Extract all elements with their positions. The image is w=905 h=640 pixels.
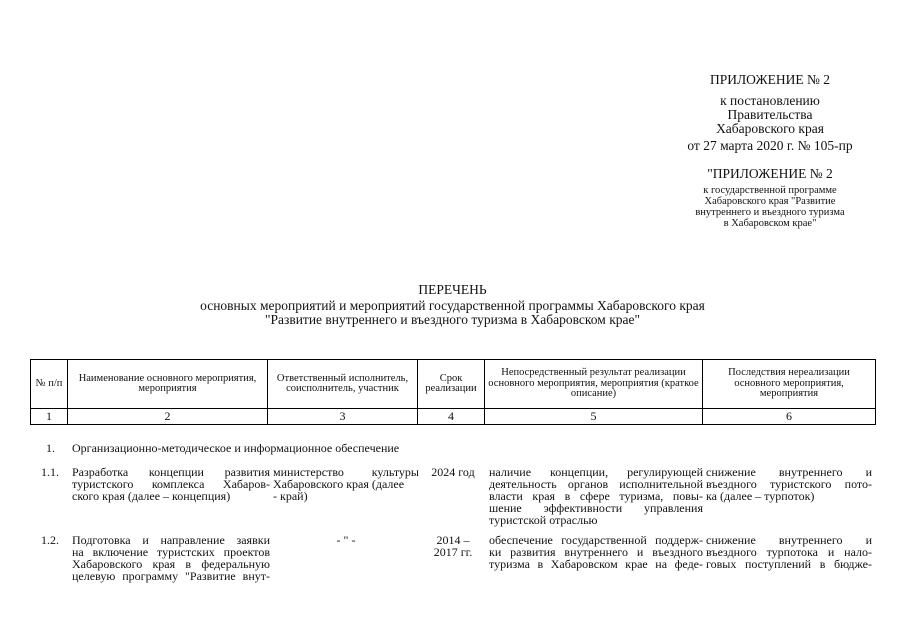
row-number: 1.1. — [41, 465, 59, 479]
appendix-line: Хабаровского края — [716, 121, 824, 136]
appendix-line: Правительства — [727, 107, 813, 122]
row-number: 1.2. — [41, 533, 59, 547]
row-executor-line: Хабаровского края (далее — [273, 477, 405, 491]
header-result: Непосредственный результат реализации основного мероприятия, мероприятия (краткое описание) — [485, 360, 703, 409]
row-term — [422, 534, 484, 558]
column-number: 6 — [703, 409, 876, 425]
row-result-line: туристской отраслью — [489, 513, 598, 527]
document-subtitle: основных мероприятий и мероприятий государственной программы Хабаровского края — [200, 298, 705, 313]
header-consequence: Последствия нереализации основного мероприятия, мероприятия — [703, 360, 876, 409]
row-name-line: на включение туристских проектов — [72, 545, 270, 559]
row-result-line: туризма в Хабаровском крае на феде- — [489, 557, 703, 571]
row-result-line: деятельность органов исполнительной — [489, 477, 703, 491]
row-result — [489, 534, 703, 570]
nested-appendix-line: в Хабаровском крае" — [723, 218, 817, 229]
nested-appendix-line: внутреннего и въездного туризма — [695, 207, 845, 218]
row-consequence-line: говых поступлений в бюдже- — [706, 557, 872, 571]
row-term — [422, 466, 484, 478]
row-consequence — [706, 534, 872, 570]
row-result — [489, 466, 703, 526]
row-term-line: 2024 год — [431, 465, 475, 479]
row-executor-line: - " - — [336, 533, 356, 547]
row-result-line: наличие концепции, регулирующей — [489, 465, 703, 479]
row-executor — [273, 534, 419, 546]
appendix-line: к постановлению — [720, 93, 820, 108]
nested-appendix-line: к государственной программе — [703, 185, 837, 196]
section-number: 1. — [46, 441, 55, 455]
row-result-line: власти края в сфере туризма, повы- — [489, 489, 703, 503]
row-consequence-line: въездного туристского пото- — [706, 477, 872, 491]
column-number: 1 — [31, 409, 68, 425]
row-name-line: целевую программу "Развитие внут- — [72, 569, 270, 583]
document-title: ПЕРЕЧЕНЬ — [418, 282, 487, 297]
row-result-line: ки развития внутреннего и въездного — [489, 545, 703, 559]
nested-appendix-title: "ПРИЛОЖЕНИЕ № 2 — [707, 166, 833, 181]
row-name-line: Разработка концепции развития — [72, 465, 270, 479]
row-consequence-line: ка (далее – турпоток) — [706, 489, 815, 503]
header-executor: Ответственный исполнитель, соисполнитель, участник — [268, 360, 418, 409]
header-name: Наименование основного мероприятия, мероприятия — [68, 360, 268, 409]
column-number: 3 — [268, 409, 418, 425]
section-title: Организационно-методическое и информационное обеспечение — [72, 441, 400, 455]
row-name — [72, 466, 270, 502]
appendix-date-line: от 27 марта 2020 г. № 105-пр — [687, 138, 853, 153]
events-table-header — [30, 359, 876, 425]
row-name-line: Подготовка и направление заявки — [72, 533, 270, 547]
row-name-line: туристского комплекса Хабаров- — [72, 477, 270, 491]
document-subtitle: "Развитие внутреннего и въездного туризма в Хабаровском крае" — [264, 312, 641, 327]
header-term: Срок реализации — [418, 360, 485, 409]
column-number: 2 — [68, 409, 268, 425]
column-number: 5 — [485, 409, 703, 425]
row-consequence-line: снижение внутреннего и — [706, 465, 872, 479]
row-executor — [273, 466, 419, 502]
row-result-line: обеспечение государственной поддерж- — [489, 533, 703, 547]
row-term-line: 2017 гг. — [433, 545, 473, 559]
column-number: 4 — [418, 409, 485, 425]
row-name-line: Хабаровского края в федеральную — [72, 557, 270, 571]
row-consequence-line: снижение внутреннего и — [706, 533, 872, 547]
row-term-line: 2014 – — [436, 533, 470, 547]
row-consequence — [706, 466, 872, 502]
row-name — [72, 534, 270, 582]
row-executor-line: министерство культуры — [273, 465, 419, 479]
header-num: № п/п — [31, 360, 68, 409]
row-executor-line: - край) — [273, 489, 308, 503]
nested-appendix-line: Хабаровского края "Развитие — [704, 196, 836, 207]
appendix-title: ПРИЛОЖЕНИЕ № 2 — [709, 72, 831, 87]
row-name-line: ского края (далее – концепция) — [72, 489, 231, 503]
row-consequence-line: въездного турпотока и нало- — [706, 545, 872, 559]
row-result-line: шение эффективности управления — [489, 501, 703, 515]
